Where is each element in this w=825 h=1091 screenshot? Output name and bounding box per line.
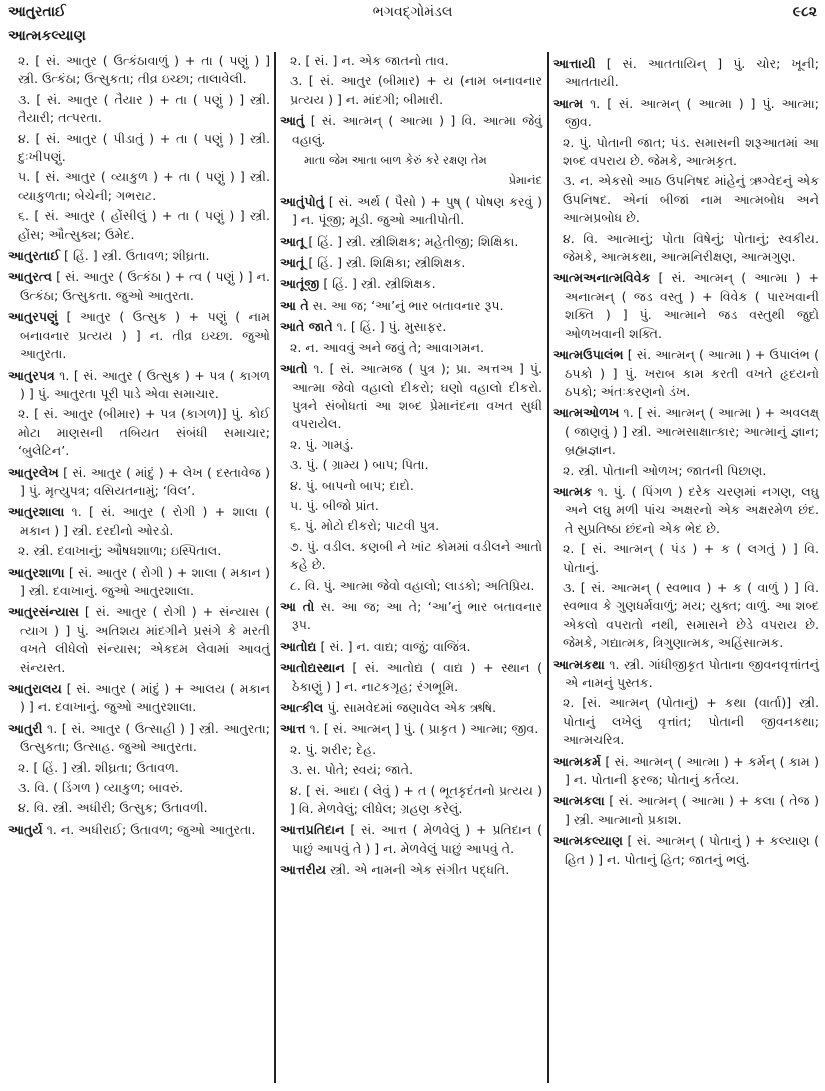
headword: આત્તરીય: [280, 862, 327, 878]
definition-text: પ્રેમાનંદ: [508, 173, 542, 188]
entry-sense: [8, 405, 270, 460]
definition-text: ૧. સ્ત્રી. ગાંધીજીકૃત પોતાના જીવનવૃત્તાંતનું એ નામનું પુસ્તક.: [565, 656, 819, 690]
headword: આતુરપણું: [8, 309, 59, 325]
entry-sense: [280, 72, 542, 109]
definition-text: [ સં. આતુર ( રોગી ) + સંન્યાસ ( ત્યાગ ) ] પું. અતિશય માંદગીને પ્રસંગે કે મરતી વખતે લીધેલો સંન્યાસ; એકદમ લેવામાં આવતું સંન્યસ્ત.: [20, 604, 270, 675]
definition-text: ૭. પું. વડીલ. કણબી ને ખાંટ કોમમાં વડીલને આતો કહે છે.: [290, 538, 542, 573]
dictionary-entry: [280, 254, 542, 272]
headword: આતુરી: [8, 720, 43, 736]
definition-text: ૮. વિ. પું. આત્મા જેવો વહાલો; લાડકો; અતિપ્રિય.: [290, 577, 535, 593]
entry-sense: [8, 207, 270, 244]
headword: આતુંપોતું: [280, 193, 325, 209]
quotation: [280, 151, 542, 169]
dictionary-entry: [280, 598, 542, 635]
entry-sense: [280, 497, 542, 515]
definition-text: ૩. [ સં. આતુર (બીમાર) + ય (નામ બનાવનાર પ્રત્યય ) ] ન. માંદગી; બીમારી.: [290, 73, 542, 107]
definition-text: ૧. [ સં. આતુર ( ઉત્સાહી ) ] સ્ત્રી. આતુરતા; ઉત્સુકતા; ઉત્સાહ. જુઓ આતુરતા.: [20, 720, 270, 755]
definition-text: ૨. પું. પોતાની જાત; પંડ. સમાસની શરૂઆતમાં આ શબ્દ વપરાય છે. જેમકે, આત્મકૃત.: [563, 134, 819, 169]
dictionary-entry: [8, 268, 270, 305]
dictionary-entry: [280, 233, 542, 251]
dictionary-entry: [8, 720, 270, 757]
dictionary-entry: [553, 483, 819, 538]
entry-sense: [553, 172, 819, 227]
definition-text: ૪. વિ. આત્માનું; પોતા વિષેનું; પોતાનું; સ્વકીય. જેમકે, આત્મકથા, આત્મનિરીક્ષણ, આત્મગુણ.: [563, 230, 819, 265]
dictionary-entry: [280, 821, 542, 858]
definition-text: ૨. સ્ત્રી. પોતાની ઓળખ; જાતની પિછાણ.: [563, 462, 767, 478]
definition-text: ૪. વિ. સ્ત્રી. અધીરી; ઉત્સુક; ઉતાવળી.: [18, 800, 208, 816]
definition-text: [ સં. આતોદ્ય ( વાદ્ય ) + સ્થાન ( ઠેકાણું ) ] ન. નાટકગૃહ; રંગભૂમિ.: [292, 660, 542, 694]
headword: આત્તપ્રતિદાન: [280, 822, 345, 838]
dictionary-entry: [8, 503, 270, 540]
definition-text: સ્ત્રી. એ નામની એક સંગીત પદ્ધતિ.: [326, 862, 510, 878]
definition-text: [ સં. આત્મન્ ( આત્મા ) + કલા ( તેજ ) ] સ્ત્રી. આત્માનો પ્રકાશ.: [565, 793, 819, 827]
definition-text: [ સં. આતુર ( માંદું ) + લેખ ( દસ્તાવેજ ) ] પું. મૃત્યુપત્ર; વસિયતનામું; ‘વિલ’.: [20, 464, 270, 498]
headword: આત્ત: [280, 721, 306, 737]
dictionary-entry: [280, 275, 542, 293]
entry-sense: [280, 517, 542, 535]
headword: આતે જાતે: [280, 319, 333, 335]
definition-text: [ સં. અર્થ ( પૈસો ) + પુષ્ ( પોષણ કરવું ) ] ન. પૂંજી; મૂડી. જુઓ આતીપોતી.: [292, 193, 542, 228]
dictionary-entry: [8, 603, 270, 677]
definition-text: [ હિં. ] સ્ત્રી. સ્ત્રીશિક્ષક.: [319, 276, 436, 292]
entry-sense: [280, 456, 542, 474]
headword: આતુર્ય: [8, 821, 43, 837]
entry-sense: [8, 168, 270, 205]
definition-text: સ. આ જ; ‘આ’નું ભાર બતાવનાર રૂપ.: [308, 297, 504, 313]
entry-sense: [553, 230, 819, 267]
dictionary-entry: [553, 792, 819, 829]
definition-text: [ આતુર ( ઉત્સુક ) + પણું ( નામ બનાવનાર પ્રત્યય ) ] ન. તીવ્ર ઇચ્છા. જુઓ આતુરતા.: [20, 309, 270, 362]
column-2: [280, 52, 542, 1087]
definition-text: [ સં. આતુર ( ઉત્કંઠા ) + ત્વ ( પણું ) ] ન. ઉત્કંઠા; ઉત્સુકતા. જુઓ આતુરતા.: [20, 269, 270, 303]
entry-sense: [8, 91, 270, 128]
definition-text: ૧. [ સં. આત્મન્ ( આત્મા ) + અવલક્ષ્ ( જાણવું ) ] સ્ત્રી. આત્મસાક્ષાત્કાર; આત્માનું જ્ઞાન; બ્રહ્મજ્ઞાન.: [565, 405, 819, 458]
column-1: [8, 52, 270, 1087]
definition-text: ૩. પું. ( ગ્રામ્ય ) બાપ; પિતા.: [290, 457, 429, 473]
page-number: ૯૮૨: [792, 4, 817, 20]
definition-text: ૨. [સં. આત્મન્ (પોતાનું) + કથા (વાર્તા)] સ્ત્રી. પોતાનું લખેલું વૃત્તાંત; પોતાની જીવનકથા; આત્મચરિત્ર.: [563, 695, 819, 748]
definition-text: ૩. વિ. ( ડિંગળ ) વ્યાકુળ; બાવરું.: [18, 780, 184, 796]
headword: આતો: [280, 361, 308, 377]
headword: આતુરપત્ર: [8, 367, 55, 383]
headword: આત્મ: [553, 95, 584, 111]
definition-text: ૨. [ સં. આતુર ( ઉત્કંઠાવાળું ) + તા ( પણું ) ] સ્ત્રી. ઉત્કંઠા; ઉત્સુકતા; તીવ્ર ઇચ્છા; તાલાવેલી.: [18, 53, 270, 87]
definition-text: [ હિં. ] સ્ત્રી. ઉતાવળ; શીઘ્રતા.: [60, 248, 210, 264]
entry-sense: [280, 538, 542, 575]
dictionary-entry: [8, 680, 270, 717]
headword: આ તો: [280, 598, 315, 614]
definition-text: સ. આ જ; આ તે; ‘આ’નું ભાર બતાવનાર રૂપ.: [292, 598, 542, 633]
definition-text: ૩. સ. પોતે; સ્વયં; જાતે.: [290, 762, 414, 778]
entry-sense: [280, 477, 542, 495]
dictionary-entry: [553, 95, 819, 132]
definition-text: ૨. પું. ગામડું.: [290, 436, 354, 452]
definition-text: ૧. [ સં. આતુર ( રોગી ) + શાલા ( મકાન ) ] સ્ત્રી. દરદીનો ઓરડો.: [20, 504, 270, 538]
dictionary-entry: [8, 308, 270, 363]
entry-sense: [8, 52, 270, 89]
definition-text: ૬. [ સં. આતુર ( હોંસીલું ) + તા ( પણું ) ] સ્ત્રી. હોંસ; ઔત્સુક્ય; ઉમેદ.: [18, 208, 270, 242]
definition-text: [ સં. આતતાયિન્ ] પું. ચોર; ખૂની; આતતાયી.: [565, 56, 819, 90]
definition-text: ૨. પું. શરીર; દેહ.: [290, 741, 377, 757]
column-3: [553, 52, 819, 1087]
dictionary-entry: [280, 638, 542, 656]
definition-text: ૫. પું. બીજો પ્રાંત.: [290, 497, 379, 513]
entry-sense: [553, 540, 819, 577]
definition-text: ૧. [ સં. આતુર ( ઉત્સુક ) + પત્ર ( કાગળ ) ] પું. આતુરતા પૂરી પાડે એવા સમાચાર.: [20, 367, 270, 401]
dictionary-entry: [280, 699, 542, 717]
definition-text: ૨. ન. આવવું અને જવું તે; આવાગમન.: [290, 339, 484, 355]
dictionary-entry: [8, 464, 270, 501]
headword: આતૂ: [280, 233, 305, 249]
entry-sense: [8, 542, 270, 560]
headword: આત્કીલ: [280, 700, 324, 715]
headword: આતુરલેખ: [8, 464, 59, 480]
definition-text: ૨. [ હિં. ] સ્ત્રી. શીઘ્રતા; ઉતાવળ.: [18, 759, 179, 775]
entry-sense: [553, 579, 819, 653]
definition-text: ૩. [ સં. આતુર ( તૈયાર ) + તા ( પણું ) ] સ્ત્રી. તૈયારી; તત્પરતા.: [18, 91, 270, 126]
entry-sense: [553, 694, 819, 749]
definition-text: [ હિં. ] સ્ત્રી. સ્ત્રીશિક્ષક; મહેતીજી; શિક્ષિકા.: [304, 233, 519, 249]
entry-sense: [280, 741, 542, 759]
headword: આત્મકર્મ: [553, 753, 601, 769]
definition-text: ૪. [ સં. આતુર ( પીડાતું ) + તા ( પણું ) ] સ્ત્રી. દુઃખીપણું.: [18, 130, 270, 165]
entry-sense: [280, 577, 542, 595]
last-guide-word: આત્મકલ્યાણ: [8, 28, 86, 44]
definition-text: ૨. [ સં. આતુર (બીમાર) + પત્ર (કાગળ)] પું. કોઈ મોટા માણસની તબિયત સંબંધી સમાચાર; ‘બુલેટિન’.: [18, 406, 270, 459]
definition-text: ૧. ન. અધીરાઈ; ઉતાવળ; જુઓ આતુરતા.: [42, 821, 256, 837]
dictionary-entry: [280, 360, 542, 434]
definition-text: ૨. [ સં. આત્મન્ ( પંડ ) + ક ( લગતું ) ] વિ. પોતાનું.: [563, 541, 819, 575]
entry-sense: [553, 462, 819, 480]
definition-text: ૪. [ સં. આદા ( લેવું ) + ત ( ભૂતકૃદંતનો પ્રત્યય ) ] વિ. મેળવેલું; લીધેલ; ગ્રહણ કરેલું.: [290, 782, 542, 817]
dictionary-entry: [280, 659, 542, 696]
page-header: [8, 4, 817, 26]
entry-sense: [553, 134, 819, 171]
headword: આતુરશાળા: [8, 564, 65, 580]
definition-text: [ સં. આતુર ( રોગી ) + શાલા ( મકાન ) ] સ્ત્રી. દવાખાનું. જુઓ આતુરશાલા.: [20, 564, 270, 598]
entry-sense: [280, 782, 542, 819]
definition-text: [ સં. આત્મન્ ( આત્મા ) + કર્મન્ ( કામ ) ] ન. પોતાની ફરજ; પોતાનું કર્તવ્ય.: [565, 753, 819, 788]
dictionary-entry: [8, 367, 270, 404]
definition-text: ૧. પું. ( પિંગળ ) દરેક ચરણમાં નગણ, લઘુ અને લઘુ મળી પાંચ અક્ષરનો એક અક્ષરમેળ છંદ. તે સુપ્રતિષ્ઠા છંદનો એક ભેદ છે.: [565, 483, 819, 536]
headword: આત્મઉપાલંભ: [553, 347, 624, 363]
headword: આત્મકલા: [553, 793, 605, 809]
dictionary-entry: [280, 720, 542, 738]
headword: આત્મઅનાત્મવિવેક: [553, 270, 651, 286]
definition-text: ૧. [ સં. આત્મજ ( પુત્ર ); પ્રા. અત્તઅ ] પું. આત્મા જેવો વહાલો દીકરો; ઘણો વહાલો દીકરો. પુત્રને સંબોધતાં આ શબ્દ પ્રેમાનંદના વખત સુધી વપરાયેલ.: [292, 361, 542, 432]
definition-text: [ સં. આત્મન્ ( આત્મા ) ] વિ. આત્મા જેવું વહાલું.: [292, 113, 542, 147]
dictionary-entry: [553, 55, 819, 92]
dictionary-entry: [553, 269, 819, 343]
dictionary-entry: [553, 346, 819, 401]
definition-text: પું. સામવેદમાં જણાવેલ એક ઋષિ.: [323, 700, 497, 715]
headword: આતુરત્વ: [8, 269, 52, 285]
dictionary-entry: [553, 404, 819, 459]
headword: આતુરાલય: [8, 681, 62, 696]
definition-text: [ સં. આત્મન્ ( આત્મા ) + ઉપાલંભ ( ઠપકો ) ] પું. ખરાબ કામ કરતી વખતે હૃદયનો ઠપકો; અંતઃકરણનો ડંખ.: [565, 347, 819, 399]
dictionary-entry: [280, 318, 542, 336]
entry-sense: [8, 130, 270, 167]
entry-sense: [8, 779, 270, 797]
headword: આતૂંજી: [280, 276, 320, 292]
definition-text: ૪. પું. બાપનો બાપ; દાદો.: [290, 477, 414, 493]
definition-text: [ સં. આત્ત ( મેળવેલું ) + પ્રતિદાન ( પાછું આપવું તે ) ] ન. મેળવેલું પાછું આપવું તે.: [292, 822, 542, 856]
dictionary-entry: [8, 247, 270, 265]
headword: આત્મકથા: [553, 656, 605, 672]
entry-sense: [8, 799, 270, 817]
entry-sense: [280, 52, 542, 70]
definition-text: ૧. [ સં. આત્મન્ ] પું. ( પ્રાકૃત ) આત્મા; જીવ.: [305, 721, 539, 737]
headword: આતુરશાલા: [8, 504, 65, 520]
dictionary-entry: [8, 564, 270, 601]
definition-text: [ સં. આત્મન્ ( પોતાનું ) + કલ્યાણ ( હિત ) ] ન. પોતાનું હિત; જાતનું ભલું.: [565, 833, 819, 867]
headword: આતોદ્ય: [280, 638, 317, 654]
headword: આત્તાયી: [553, 56, 596, 71]
definition-text: [ સં. આતુર ( માંદું ) + આલય ( મકાન ) ] ન. દવાખાનું. જુઓ આતુરશાલા.: [20, 681, 270, 715]
dictionary-entry: [280, 193, 542, 230]
dictionary-entry: [553, 753, 819, 790]
column-divider: [274, 52, 276, 1083]
definition-text: ૩. [ સં. આત્મન્ ( સ્વભાવ ) + ક ( વાળું ) ] વિ. સ્વભાવ કે ગુણધર્મવાળું; મય; યુક્ત; વાળું. આ શબ્દ એકલો વપરાતો નથી, સમાસને છેડે વપરાય છે. જેમકે, ગદ્યાત્મક, ત્રિગુણાત્મક, અહિંસાત્મક.: [563, 579, 819, 651]
headword: આ તે: [280, 297, 309, 313]
headword: આતૂં: [280, 255, 305, 271]
definition-text: ૧. [ હિં. ] પું. મુસાફર.: [332, 319, 447, 335]
entry-sense: [8, 759, 270, 777]
headword: આતુરતાઈ: [8, 248, 61, 264]
dictionary-entry: [553, 832, 819, 869]
headword: આતું: [280, 113, 305, 129]
column-divider: [547, 52, 549, 1083]
headword: આતોદ્યસ્થાન: [280, 660, 345, 676]
definition-text: ૨. સ્ત્રી. દવાખાનું; ઔષધશાળા; ઇસ્પિતાલ.: [18, 543, 222, 559]
headword: આત્મકલ્યાણ: [553, 833, 623, 849]
definition-text: ૩. ન. એકસો આઠ ઉપનિષદ માંહેનું ઋગ્વેદનું એક ઉપનિષદ. એનાં બીજાં નામ આત્મબોધ અને આત્મપ્રબોધ છે.: [563, 173, 819, 226]
quotation-source: [280, 171, 542, 189]
dictionary-entry: [280, 112, 542, 149]
dictionary-entry: [8, 821, 270, 839]
definition-text: [ હિં. ] સ્ત્રી. શિક્ષિકા; સ્ત્રીશિક્ષક.: [304, 255, 466, 271]
entry-sense: [280, 436, 542, 454]
entry-sense: [280, 761, 542, 779]
headword: આત્મઓળખ: [553, 405, 620, 421]
dictionary-entry: [280, 297, 542, 315]
definition-text: ૬. પું. મોટો દીકરો; પાટવી પુત્ર.: [290, 518, 440, 534]
definition-text: ૧. [ સં. આત્મન્ ( આત્મા ) ] પું. આત્મા; જીવ.: [565, 95, 819, 130]
definition-text: [ સં. આત્મન્ ( આત્મા ) + અનાત્મન્ ( જડ વસ્તુ ) + વિવેક ( પારખવાની શક્તિ ) ] પું. આત્માને જડ વસ્તુથી જુદો ઓળખવાની શક્તિ.: [565, 270, 819, 341]
headword: આત્મક: [553, 483, 593, 499]
dictionary-entry: [553, 656, 819, 693]
definition-text: ૫. [ સં. આતુર ( વ્યાકુળ ) + તા ( પણું ) ] સ્ત્રી. વ્યાકુળતા; બેચેની; ગભરાટ.: [18, 169, 270, 203]
definition-text: ૨. [ સં. ] ન. એક જાતનો તાવ.: [290, 53, 449, 68]
definition-text: માતા જેમ આતા બાળ કેરું કરે રક્ષણ તેમ: [304, 153, 487, 168]
book-title: ભગવદ્ગોમંડલ: [372, 4, 453, 20]
headword: આતુરસંન્યાસ: [8, 604, 79, 620]
entry-sense: [280, 339, 542, 357]
dictionary-entry: [280, 861, 542, 879]
definition-text: [ સં. ] ન. વાદ્ય; વાજું; વાજિંત્ર.: [316, 638, 471, 654]
first-guide-word: આતુરતાઈ: [8, 4, 66, 20]
